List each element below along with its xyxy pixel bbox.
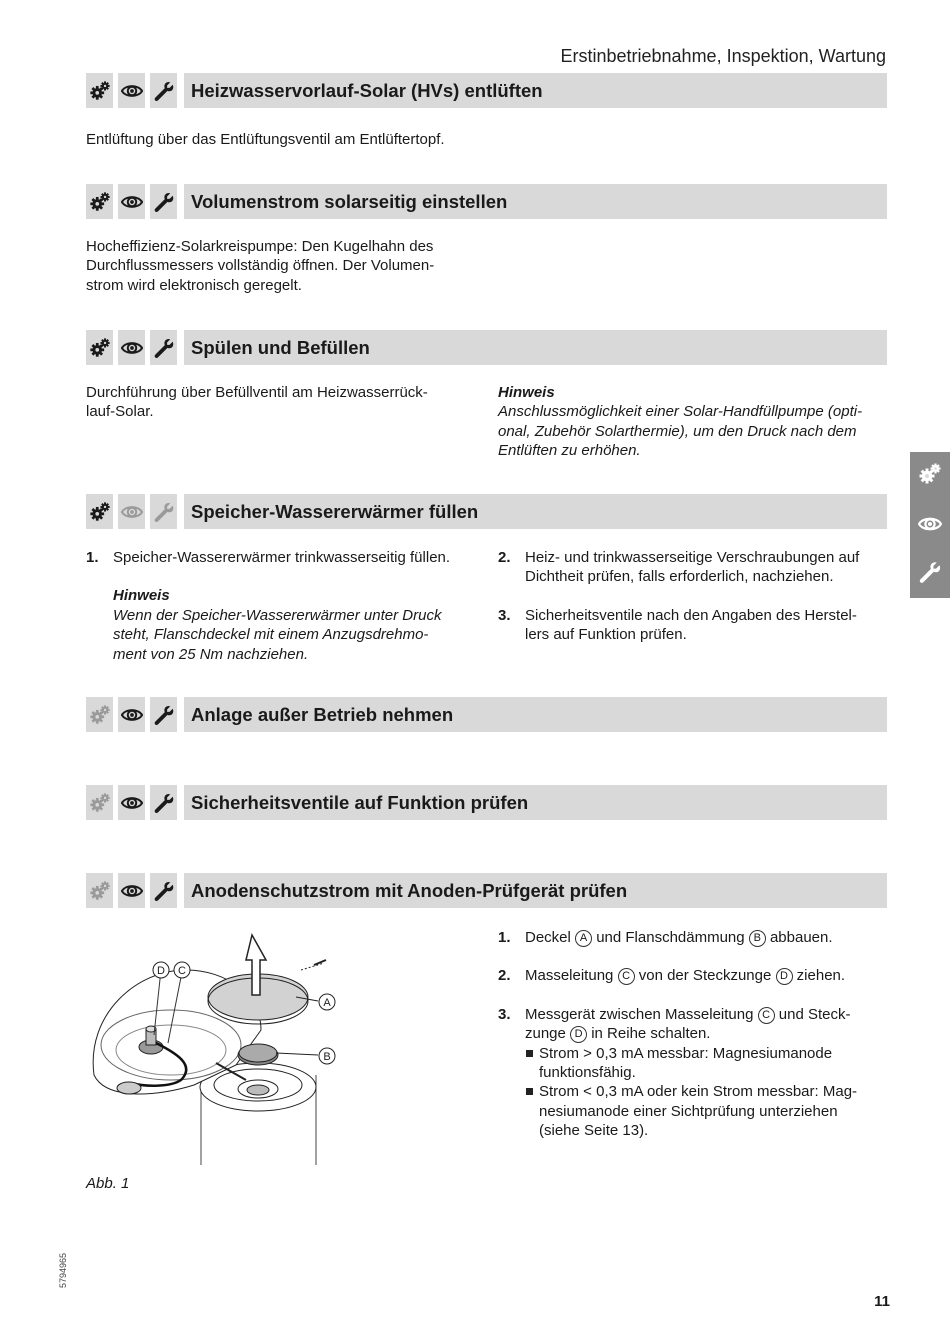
label-d-marker: D: [776, 968, 793, 985]
step-text: Speicher-Wassererwärmer trinkwasserseitig füllen.: [113, 549, 451, 566]
eye-icon: [118, 785, 145, 820]
figure-label-a: A: [323, 997, 331, 1009]
label-c-marker: C: [618, 968, 635, 985]
section-title: Speicher-Wassererwärmer füllen: [184, 494, 887, 529]
page-header-title: Erstinbetriebnahme, Inspektion, Wartung: [560, 46, 886, 66]
bullet-item: [525, 1044, 887, 1083]
figure-label-d: D: [157, 965, 165, 977]
step-number: 1.: [498, 929, 511, 946]
note-line: onal, Zubehör Solarthermie), um den Druck nach dem: [498, 422, 857, 440]
label-a-marker: A: [575, 930, 592, 947]
gears-icon: [86, 873, 113, 908]
section-ausser-betrieb: [86, 697, 887, 732]
step-text-part: Deckel: [525, 929, 571, 946]
step-item: [86, 548, 486, 567]
step-text-line: Dichtheit prüfen, falls erforderlich, nachziehen.: [525, 568, 834, 586]
step-list: [498, 928, 887, 1141]
figure-label-c: C: [178, 965, 186, 977]
section-icons: [86, 73, 177, 108]
figure-caption: Abb. 1: [86, 1175, 130, 1192]
step-item: [498, 1005, 887, 1141]
bullet-line: funktionsfähig.: [539, 1064, 636, 1082]
section-icons: [86, 330, 177, 365]
note-box: [113, 586, 486, 664]
section-icons: [86, 873, 177, 908]
step-list: [498, 548, 887, 645]
step-item: [498, 966, 887, 985]
wrench-icon: [150, 873, 177, 908]
bullet-line: nesiumanode einer Sichtprüfung unterziehen: [539, 1102, 838, 1120]
anode-figure: [86, 925, 386, 1165]
step-item: [498, 548, 887, 587]
section-heizwasservorlauf: [86, 73, 887, 108]
note-label: Hinweis: [113, 587, 170, 605]
step-text-line: Heiz- und trinkwasserseitige Verschraubungen auf: [525, 549, 860, 566]
text-line: Durchführung über Befüllventil am Heizwasserrück-: [86, 384, 428, 401]
step-text-part: Masseleitung: [525, 967, 614, 985]
section-speicher-fuellen: [86, 494, 887, 529]
gears-icon: [86, 785, 113, 820]
wrench-icon: [150, 494, 177, 529]
wrench-icon: [150, 697, 177, 732]
step-text: [525, 966, 887, 985]
bullet-line: Strom > 0,3 mA messbar: Magnesiumanode: [539, 1044, 833, 1062]
side-tab: [910, 452, 950, 598]
wrench-icon: [918, 560, 942, 584]
figure-label-b: B: [323, 1051, 331, 1063]
label-b-marker: B: [749, 930, 766, 947]
text-line: Durchflussmessers vollständig öffnen. Der Volumen-: [86, 257, 435, 275]
section-volumenstrom: [86, 184, 887, 219]
step-text-part: in Reihe schalten.: [591, 1025, 711, 1043]
section-text: [86, 383, 428, 422]
gears-icon: [86, 73, 113, 108]
step-text-part: und Steck-: [778, 1005, 851, 1023]
section-text: Entlüftung über das Entlüftungsventil am Entlüftertopf.: [86, 131, 445, 148]
label-c-marker: C: [758, 1007, 775, 1024]
eye-icon: [118, 697, 145, 732]
section-title: Anodenschutzstrom mit Anoden-Prüfgerät prüfen: [184, 873, 887, 908]
gears-icon: [86, 697, 113, 732]
section-icons: [86, 785, 177, 820]
step-number: 2.: [498, 549, 511, 566]
step-list: [86, 548, 486, 664]
text-line: lauf-Solar.: [86, 403, 154, 421]
step-number: 3.: [498, 606, 511, 624]
eye-icon: [118, 330, 145, 365]
gears-icon: [86, 184, 113, 219]
section-title: Volumenstrom solarseitig einstellen: [184, 184, 887, 219]
step-text-part: ziehen.: [796, 967, 846, 985]
note-box: [498, 383, 862, 461]
step-item: [498, 928, 887, 947]
note-line: Anschlussmöglichkeit einer Solar-Handfüllpumpe (opti-: [498, 403, 863, 421]
step-number: 3.: [498, 1005, 511, 1023]
eye-icon: [918, 512, 942, 536]
wrench-icon: [150, 330, 177, 365]
section-title: Anlage außer Betrieb nehmen: [184, 697, 887, 732]
step-text: [525, 928, 887, 947]
text-line: strom wird elektronisch geregelt.: [86, 276, 302, 294]
wrench-icon: [150, 73, 177, 108]
document-code: 5794965: [58, 1252, 68, 1288]
note-line: Wenn der Speicher-Wassererwärmer unter Druck: [113, 606, 442, 624]
eye-icon: [118, 494, 145, 529]
wrench-icon: [150, 785, 177, 820]
page-number: 11: [874, 1293, 890, 1310]
step-text-part: zunge: [525, 1025, 566, 1043]
bullet-line: Strom < 0,3 mA oder kein Strom messbar: Mag-: [539, 1083, 858, 1101]
label-d-marker: D: [570, 1026, 587, 1043]
gears-icon: [86, 494, 113, 529]
section-text: [86, 237, 434, 295]
section-title: Spülen und Befüllen: [184, 330, 887, 365]
wrench-icon: [150, 184, 177, 219]
step-item: [498, 606, 887, 645]
bullet-line: (siehe Seite 13).: [539, 1122, 649, 1140]
section-title: Sicherheitsventile auf Funktion prüfen: [184, 785, 887, 820]
step-text-line: Sicherheitsventile nach den Angaben des Herstel-: [525, 606, 857, 624]
eye-icon: [118, 873, 145, 908]
step-text-part: von der Steckzunge: [638, 967, 772, 985]
note-line: ment von 25 Nm nachziehen.: [113, 645, 309, 663]
step-number: 2.: [498, 967, 511, 985]
bullet-item: [525, 1082, 887, 1140]
section-sicherheitsventile: [86, 785, 887, 820]
eye-icon: [118, 73, 145, 108]
section-anodenschutzstrom: [86, 873, 887, 908]
step-number: 1.: [86, 549, 99, 566]
note-line: steht, Flanschdeckel mit einem Anzugsdrehmo-: [113, 626, 429, 644]
note-label: Hinweis: [498, 384, 555, 401]
text-line: Hocheffizienz-Solarkreispumpe: Den Kugelhahn des: [86, 238, 434, 255]
section-title: Heizwasservorlauf-Solar (HVs) entlüften: [184, 73, 887, 108]
gears-icon: [86, 330, 113, 365]
step-text-line: lers auf Funktion prüfen.: [525, 626, 687, 644]
step-text-part: und Flanschdämmung: [596, 929, 745, 946]
section-spuelen: [86, 330, 887, 365]
section-icons: [86, 184, 177, 219]
step-text: [525, 1005, 887, 1141]
gears-icon: [918, 462, 942, 486]
step-text-part: Messgerät zwischen Masseleitung: [525, 1005, 754, 1023]
section-icons: [86, 697, 177, 732]
section-icons: [86, 494, 177, 529]
note-line: Entlüften zu erhöhen.: [498, 442, 641, 460]
step-text-part: abbauen.: [769, 929, 833, 946]
eye-icon: [118, 184, 145, 219]
